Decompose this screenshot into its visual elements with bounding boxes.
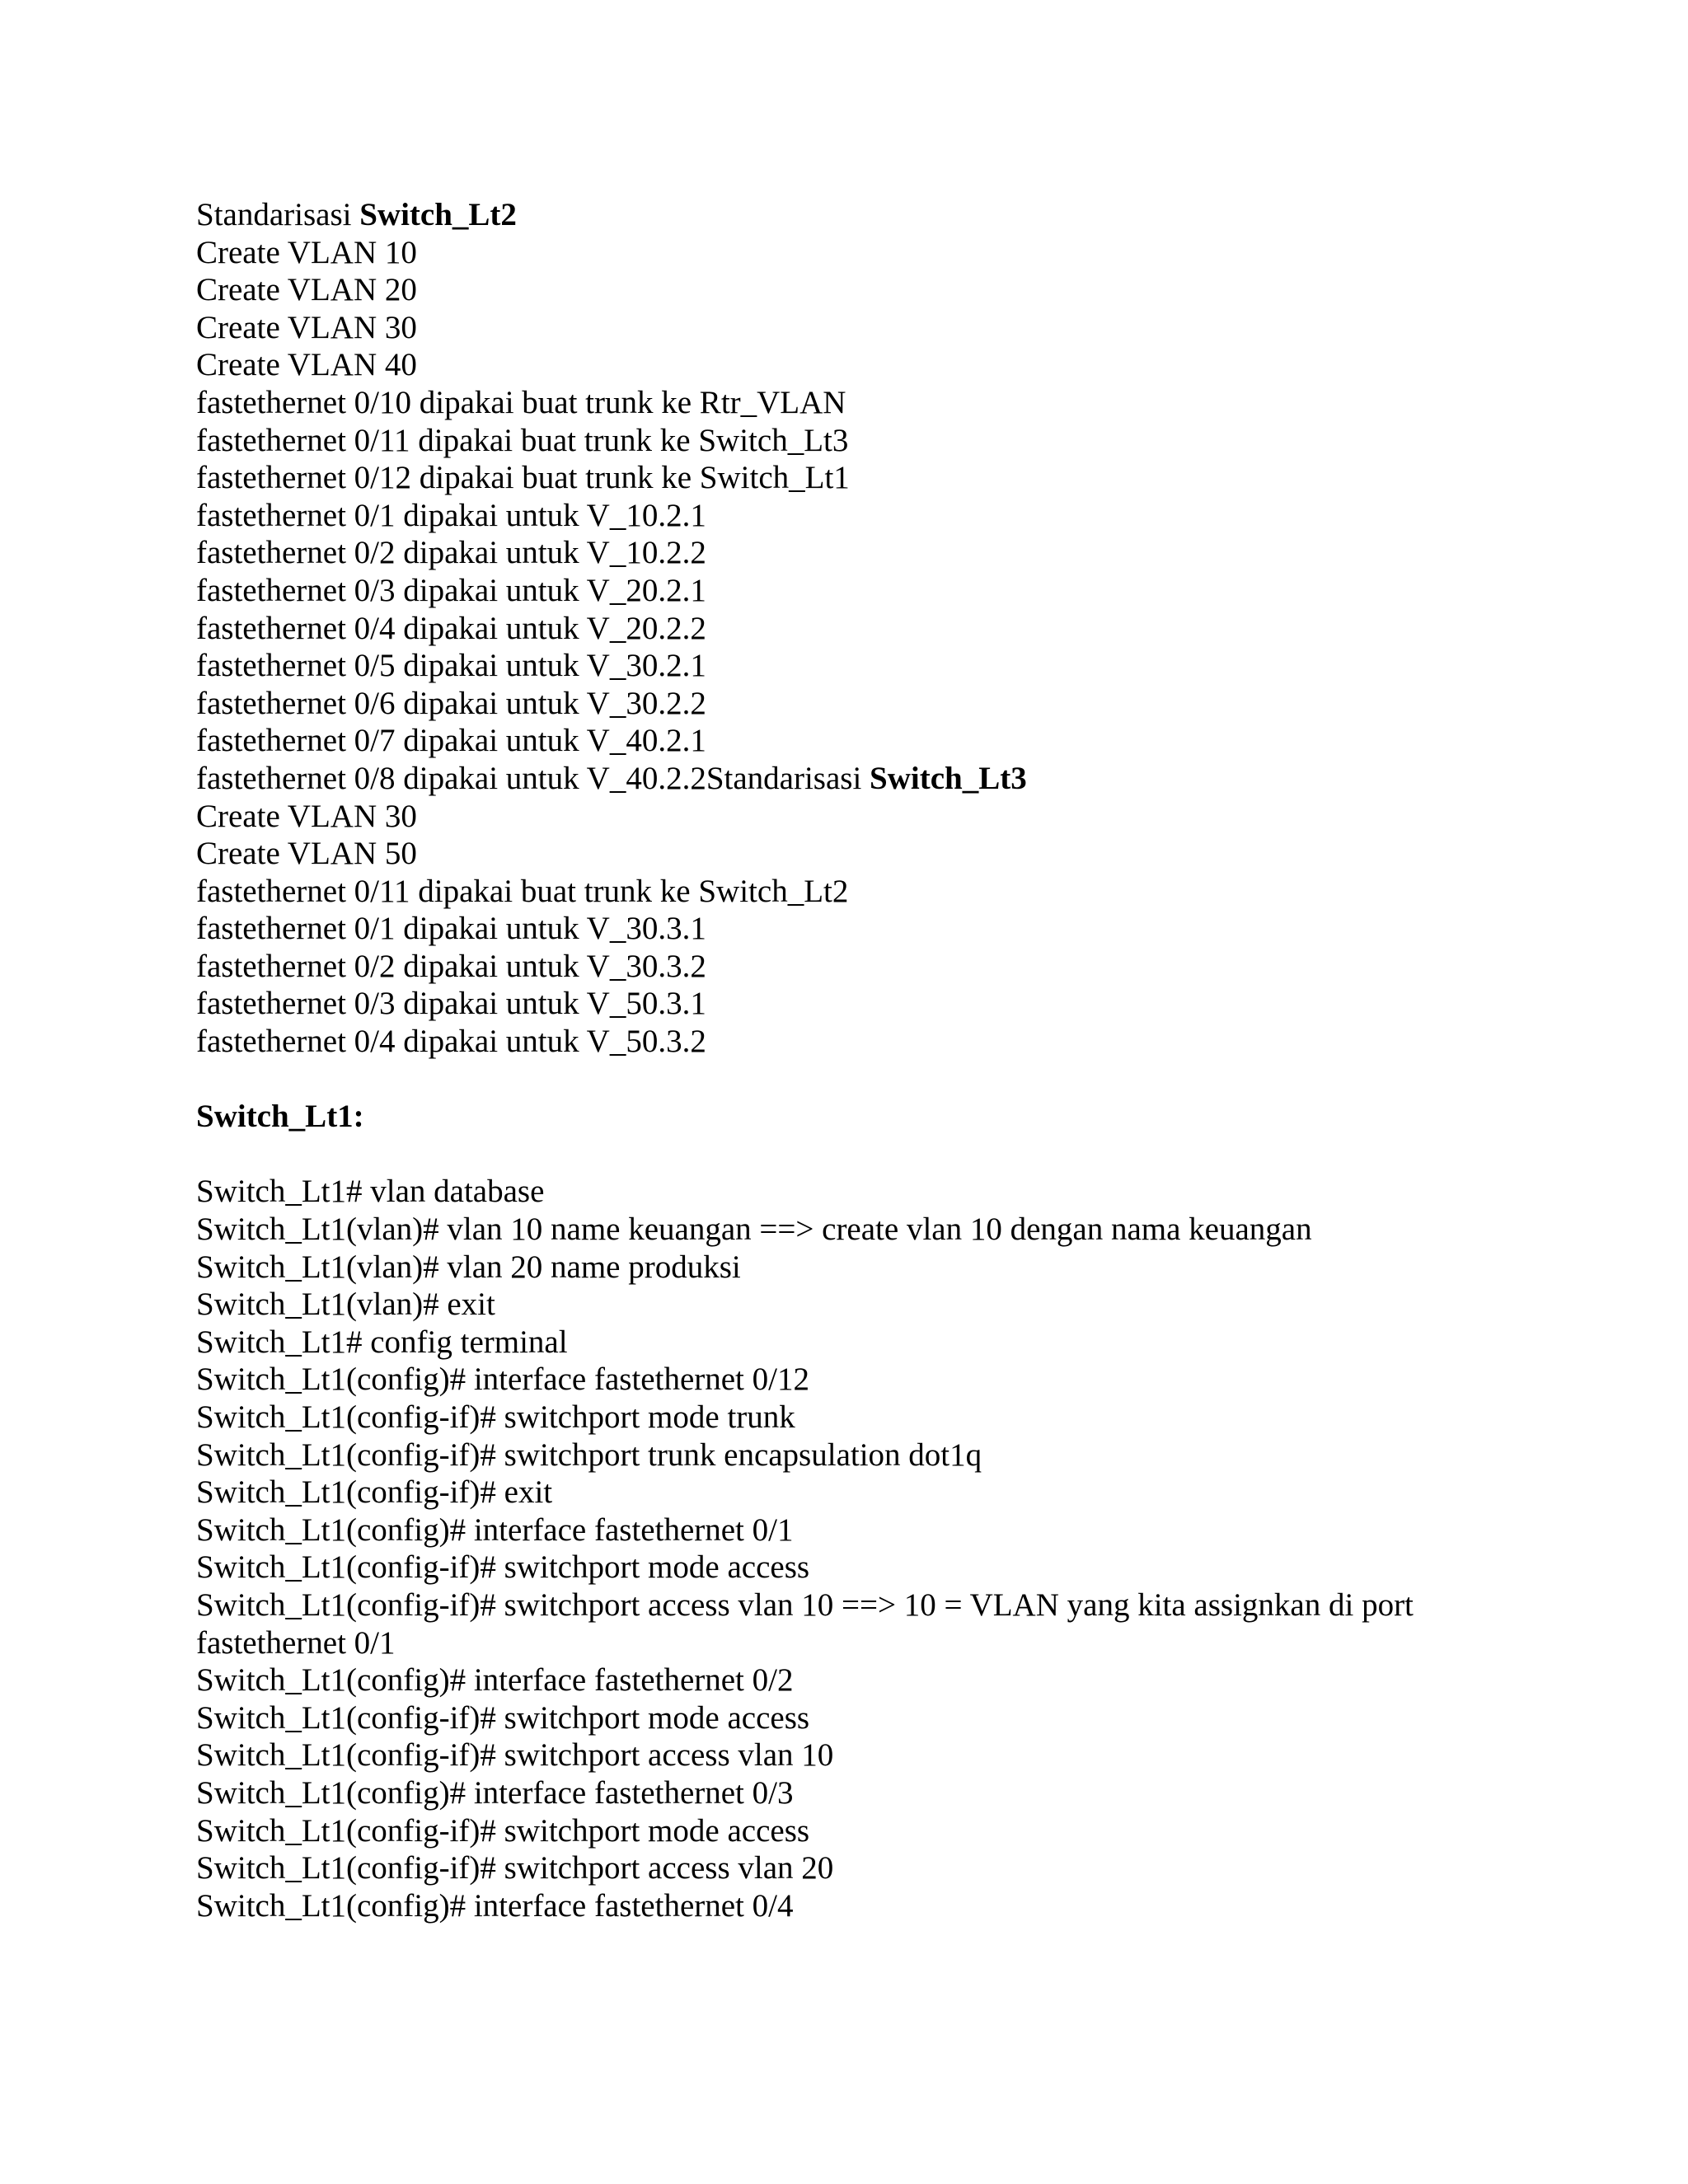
cli-line: Switch_Lt1(config-if)# switchport access vlan 20 — [196, 1850, 834, 1886]
section-heading-text: Switch_Lt1: — [196, 1099, 364, 1135]
text-line: Create VLAN 40 — [196, 347, 417, 383]
cli-line: Switch_Lt1(config-if)# switchport mode access — [196, 1549, 810, 1586]
text-line: fastethernet 0/3 dipakai untuk V_20.2.1 — [196, 572, 706, 608]
section-title-name: Switch_Lt2 — [359, 197, 517, 232]
text-line: Create VLAN 10 — [196, 234, 417, 270]
text-line: fastethernet 0/8 dipakai untuk V_40.2.2 — [196, 760, 706, 796]
cli-line: Switch_Lt1(config-if)# switchport access vlan 10 ==> 10 = VLAN yang kita assignkan di port — [196, 1586, 1414, 1623]
cli-line: Switch_Lt1(vlan)# vlan 10 name keuangan ==> create vlan 10 dengan nama keuangan — [196, 1212, 1312, 1248]
cli-line: Switch_Lt1(config)# interface fastethernet 0/12 — [196, 1361, 809, 1398]
cli-line: Switch_Lt1(config)# interface fastethernet 0/1 — [196, 1511, 794, 1548]
document-body — [196, 196, 1515, 1924]
cli-line: Switch_Lt1# vlan database — [196, 1174, 545, 1210]
cli-line: Switch_Lt1(config-if)# switchport access vlan 10 — [196, 1737, 834, 1774]
text-line: fastethernet 0/3 dipakai untuk V_50.3.1 — [196, 986, 706, 1022]
text-line: fastethernet 0/6 dipakai untuk V_30.2.2 — [196, 685, 706, 721]
cli-line: Switch_Lt1(config-if)# switchport mode trunk — [196, 1399, 795, 1435]
text-line: fastethernet 0/5 dipakai untuk V_30.2.1 — [196, 648, 706, 684]
cli-line: Switch_Lt1(config-if)# switchport trunk encapsulation dot1q — [196, 1436, 982, 1473]
text-line: fastethernet 0/4 dipakai untuk V_20.2.2 — [196, 610, 706, 646]
spacer — [196, 1136, 1515, 1174]
section-title-lt3: Switch_Lt3 — [870, 760, 1027, 796]
text-line: Create VLAN 50 — [196, 836, 417, 872]
section-heading-lt1 — [196, 1098, 1515, 1136]
text-line: Create VLAN 30 — [196, 798, 417, 834]
section-title-prefix: Standarisasi — [706, 760, 870, 796]
cli-line: Switch_Lt1(config)# interface fastethernet 0/3 — [196, 1774, 794, 1811]
text-line: fastethernet 0/11 dipakai buat trunk ke Switch_Lt2 — [196, 873, 849, 909]
text-line: fastethernet 0/1 dipakai untuk V_10.2.1 — [196, 497, 706, 533]
text-line: Create VLAN 30 — [196, 309, 417, 345]
text-line: fastethernet 0/2 dipakai untuk V_30.3.2 — [196, 948, 706, 984]
text-line: fastethernet 0/1 dipakai untuk V_30.3.1 — [196, 911, 706, 947]
spacer — [196, 1061, 1515, 1099]
merged-line — [196, 760, 1515, 798]
text-line: fastethernet 0/4 dipakai untuk V_50.3.2 — [196, 1024, 706, 1060]
cli-line: Switch_Lt1(config-if)# switchport mode access — [196, 1699, 810, 1736]
cli-line: Switch_Lt1(config)# interface fastethernet 0/4 — [196, 1887, 794, 1924]
cli-line: Switch_Lt1(config)# interface fastethernet 0/2 — [196, 1662, 794, 1699]
text-line: fastethernet 0/2 dipakai untuk V_10.2.2 — [196, 535, 706, 571]
cli-line: Switch_Lt1(config-if)# switchport mode access — [196, 1812, 810, 1849]
cli-line: Switch_Lt1(vlan)# exit — [196, 1286, 495, 1323]
section-title-lt2 — [196, 196, 1515, 234]
cli-line: Switch_Lt1# config terminal — [196, 1324, 568, 1360]
text-line: fastethernet 0/10 dipakai buat trunk ke Rtr_VLAN — [196, 384, 846, 420]
text-line: fastethernet 0/11 dipakai buat trunk ke Switch_Lt3 — [196, 422, 849, 458]
text-line: Create VLAN 20 — [196, 272, 417, 308]
cli-line: Switch_Lt1(config-if)# exit — [196, 1474, 553, 1511]
section-title-prefix: Standarisasi — [196, 197, 360, 232]
text-line: fastethernet 0/7 dipakai untuk V_40.2.1 — [196, 723, 706, 759]
cli-line: fastethernet 0/1 — [196, 1624, 396, 1661]
cli-line: Switch_Lt1(vlan)# vlan 20 name produksi — [196, 1249, 741, 1285]
text-line: fastethernet 0/12 dipakai buat trunk ke Switch_Lt1 — [196, 460, 850, 496]
